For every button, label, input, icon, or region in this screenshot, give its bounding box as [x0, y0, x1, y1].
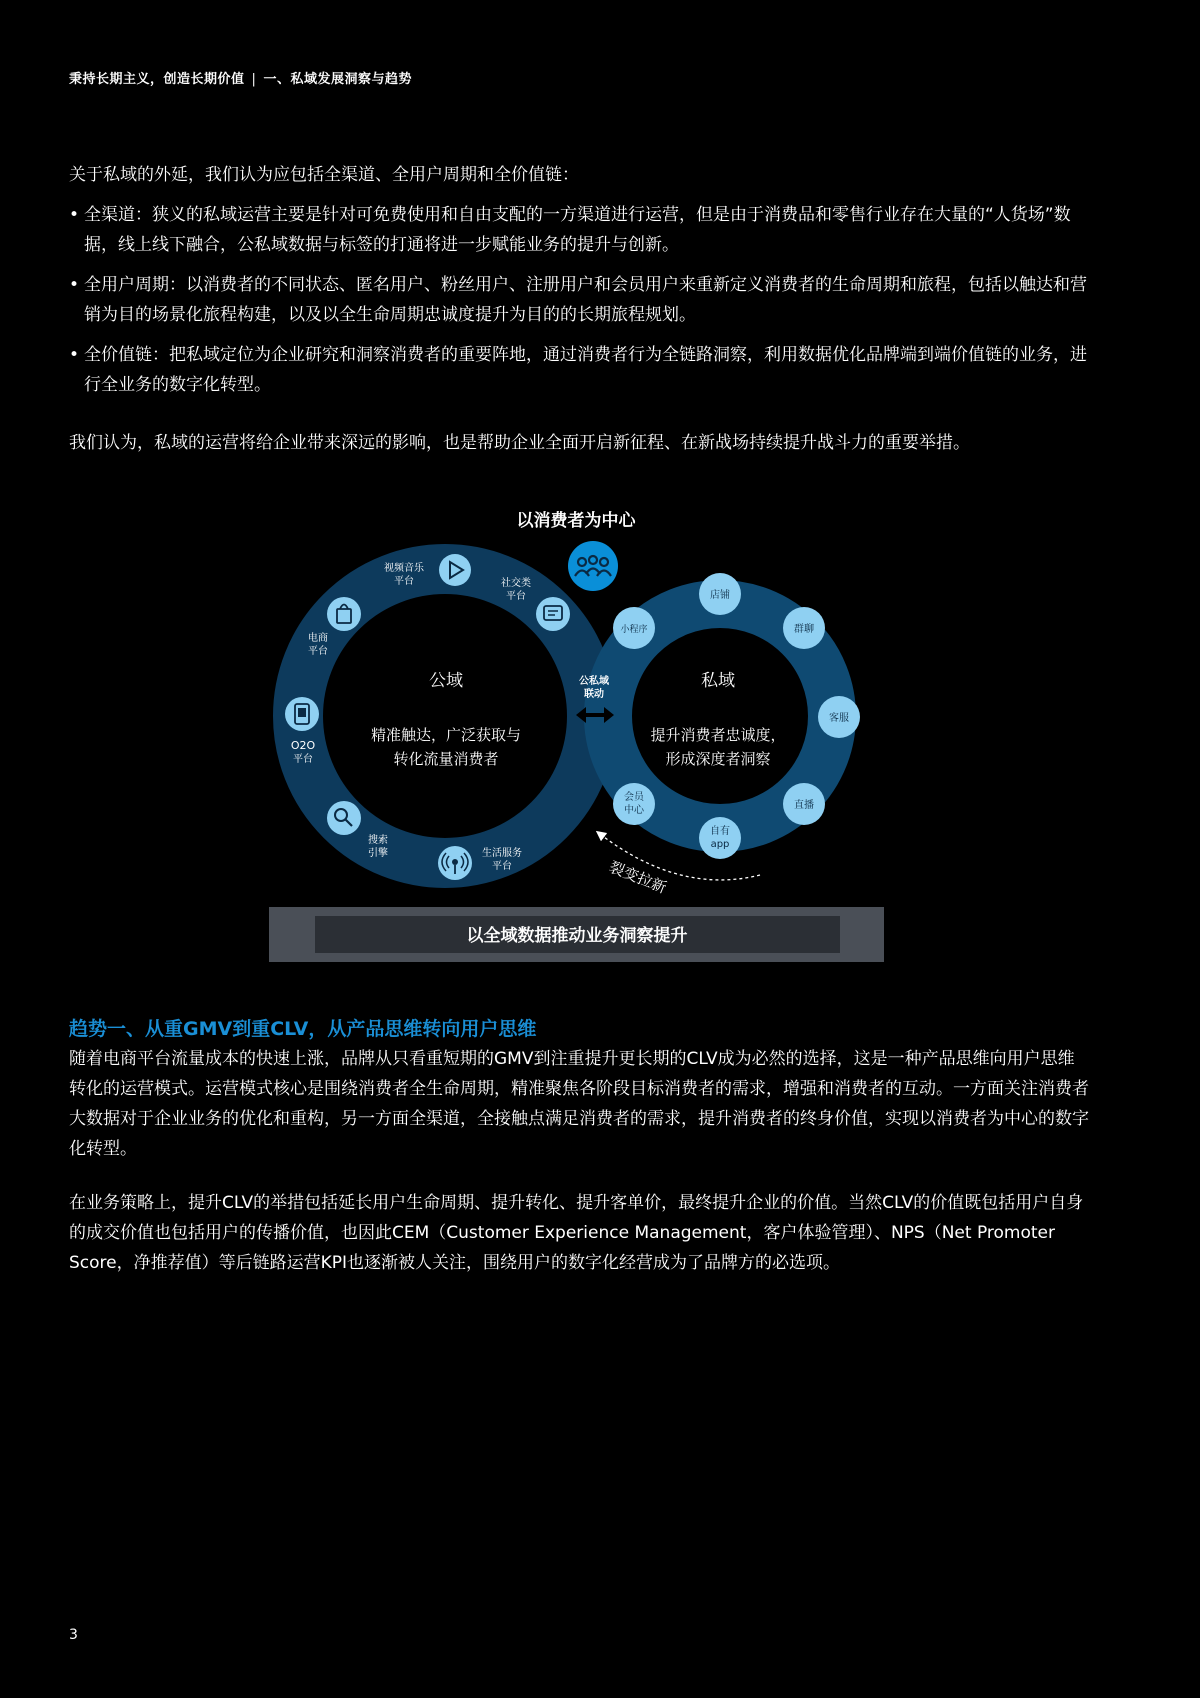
node-label: 客服 — [829, 713, 849, 724]
header-section: 一、私域发展洞察与趋势 — [263, 72, 412, 87]
broadcast-icon — [452, 859, 458, 865]
private-domain-desc-line1: 提升消费者忠诚度， — [650, 726, 786, 744]
private-domain-title: 私域 — [701, 671, 735, 691]
bullet-marker: • — [69, 345, 80, 365]
bullet-text: 全渠道：狭义的私域运营主要是针对可免费使用和自由支配的一方渠道进行运营，但是由于消费品和零售行业存在大量的“人货场”数据，线上线下融合，公私域数据与标签的打通将进一步赋能业务的提升与创新。 — [84, 205, 1071, 255]
diagram-top-title: 以消费者为中心 — [516, 511, 636, 531]
summary-paragraph: 我们认为，私域的运营将给企业带来深远的影响，也是帮助企业全面开启新征程、在新战场持续提升战斗力的重要举措。 — [69, 433, 970, 453]
intro-paragraph: 关于私域的外延，我们认为应包括全渠道、全用户周期和全价值链： — [69, 165, 579, 185]
bullet-text: 全用户周期：以消费者的不同状态、匿名用户、粉丝用户、注册用户和会员用户来重新定义消费者的生命周期和旅程，包括以触达和营销为目的场景化旅程构建，以及以全生命周期忠诚度提升为目的的长期旅程规划。 — [84, 275, 1087, 325]
live-stream-node — [783, 783, 825, 825]
node-label: 电商 — [308, 633, 328, 644]
node-label: 平台 — [293, 754, 313, 765]
bullet-user-lifecycle — [69, 270, 1089, 330]
public-domain-desc-line1: 精准触达，广泛获取与 — [370, 726, 522, 744]
private-domain-desc-line2: 形成深度者洞察 — [665, 750, 771, 768]
own-app-node — [699, 817, 741, 859]
page-number: 3 — [69, 1627, 78, 1643]
node-label: 直播 — [794, 800, 814, 811]
header-title: 秉持长期主义，创造长期价值 — [69, 72, 245, 87]
node-label: 引擎 — [368, 848, 388, 859]
customer-service-node — [818, 696, 860, 738]
bullet-value-chain — [69, 340, 1089, 400]
bullet-marker: • — [69, 275, 80, 295]
page-header — [69, 68, 412, 87]
bullet-marker: • — [69, 205, 80, 225]
node-label: O2O — [290, 739, 316, 752]
header-separator: | — [251, 72, 257, 87]
node-label: 平台 — [506, 591, 526, 602]
mini-program-node — [613, 607, 655, 649]
node-label: 平台 — [308, 646, 328, 657]
node-label: 中心 — [624, 805, 644, 816]
link-label: 联动 — [584, 689, 604, 700]
node-label: 搜索 — [368, 835, 388, 846]
node-label: 小程序 — [620, 625, 648, 635]
node-label: 平台 — [394, 576, 414, 587]
member-center-node — [613, 783, 655, 825]
bullet-omnichannel — [69, 200, 1089, 260]
trend-paragraph-1: 随着电商平台流量成本的快速上涨，品牌从只看重短期的GMV到注重提升更长期的CLV成为必然的选择，这是一种产品思维向用户思维转化的运营模式。运营模式核心是围绕消费者全生命周期，精准聚焦各阶段目标消费者的需求，增强和消费者的互动。一方面关注消费者大数据对于企业业务的优化和重构，另一方面全渠道，全接触点满足消费者的需求，提升消费者的终身价值，实现以消费者为中心的数字化转型。 — [69, 1049, 1089, 1159]
trend-paragraph-2: 在业务策略上，提升CLV的举措包括延长用户生命周期、提升转化、提升客单价，最终提升企业的价值。当然CLV的价值既包括用户自身的成交价值也包括用户的传播价值，也因此CEM（Customer Experience Management，客户体验管理）、NPS（Net Promoter Score，净推荐值）等后链路运营KPI也逐渐被人关注，围绕用户的数字化经营成为了品牌方的必选项。 — [69, 1193, 1084, 1273]
trend-title: 趋势一、从重GMV到重CLV，从产品思维转向用户思维 — [69, 1018, 537, 1040]
link-label: 公私域 — [579, 676, 609, 687]
group-chat-node — [783, 607, 825, 649]
node-label: app — [710, 839, 730, 850]
node-label: 视频音乐 — [384, 563, 424, 574]
scope-bullet-list — [69, 200, 1089, 410]
consumer-center-node — [568, 541, 618, 591]
bottom-banner-text: 以全域数据推动业务洞察提升 — [466, 926, 688, 946]
public-domain-title: 公域 — [429, 671, 463, 691]
node-label: 社交类 — [501, 578, 531, 589]
public-private-domain-diagram — [0, 500, 1200, 980]
node-label: 平台 — [492, 861, 512, 872]
node-label: 会员 — [624, 792, 644, 803]
public-domain-desc-line2: 转化流量消费者 — [393, 750, 499, 768]
bullet-text: 全价值链：把私域定位为企业研究和洞察消费者的重要阵地，通过消费者行为全链路洞察，利用数据优化品牌端到端价值链的业务，进行全业务的数字化转型。 — [84, 345, 1087, 395]
node-label: 店铺 — [710, 590, 730, 601]
node-label: 群聊 — [794, 624, 814, 635]
store-node — [699, 573, 741, 615]
node-label: 生活服务 — [482, 848, 522, 859]
fission-label: 裂变拉新 — [606, 857, 670, 897]
node-label: 自有 — [710, 826, 730, 837]
